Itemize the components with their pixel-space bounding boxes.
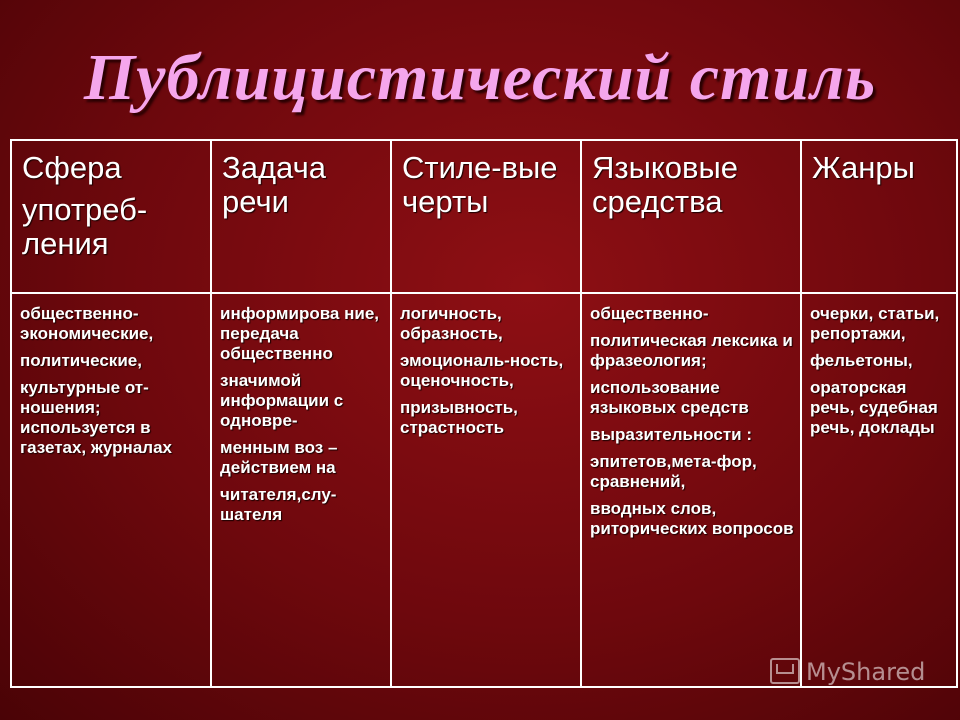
header-features: [391, 140, 581, 293]
cell-text: выразительности :: [590, 425, 752, 445]
cell-features: [391, 293, 581, 687]
cell-text: менным воз – действием на: [220, 438, 338, 478]
watermark-text: MyShared: [806, 658, 926, 686]
header-text: употреб-ления: [22, 192, 148, 262]
cell-sphere: [11, 293, 211, 687]
header-genres: [801, 140, 957, 293]
cell-text: ораторская речь, судебная речь, доклады: [810, 378, 938, 438]
cell-text: эмоциональ-ность, оценочность,: [400, 351, 564, 391]
cell-text: эпитетов,мета-фор, сравнений,: [590, 452, 757, 492]
slide-title: Публицистический стиль: [83, 41, 877, 114]
cell-text: вводных слов, риторических вопросов: [590, 499, 794, 539]
cell-text: очерки, статьи, репортажи,: [810, 304, 940, 344]
header-text: Языковые средства: [592, 150, 739, 220]
header-sphere: [11, 140, 211, 293]
cell-text: культурные от-ношения; используется в газетах, журналах: [20, 378, 172, 458]
cell-text: призывность, страстность: [400, 398, 518, 438]
presentation-icon: [770, 658, 800, 684]
cell-task: [211, 293, 391, 687]
style-table: [10, 139, 958, 688]
cell-text: читателя,слу-шателя: [220, 485, 337, 525]
cell-text: общественно-экономические,: [20, 304, 154, 344]
header-language-means: [581, 140, 801, 293]
cell-text: информирова ние, передача общественно: [220, 304, 380, 364]
header-text: Стиле-вые черты: [402, 150, 558, 220]
header-text: Задача речи: [222, 150, 327, 220]
header-text: Жанры: [812, 150, 915, 185]
cell-text: значимой информации с одновре-: [220, 371, 344, 431]
watermark: [770, 658, 925, 686]
cell-text: фельетоны,: [810, 351, 913, 371]
cell-text: использование языковых средств: [590, 378, 749, 418]
cell-text: логичность, образность,: [400, 304, 503, 344]
cell-language-means: [581, 293, 801, 687]
cell-text: общественно-: [590, 304, 709, 323]
table-header-row: [11, 140, 957, 293]
cell-text: политическая лексика и фразеология;: [590, 331, 793, 371]
cell-genres: [801, 293, 957, 687]
header-task: [211, 140, 391, 293]
table-row: [11, 293, 957, 687]
cell-text: политические,: [20, 351, 142, 371]
header-text: Сфера: [22, 150, 122, 185]
